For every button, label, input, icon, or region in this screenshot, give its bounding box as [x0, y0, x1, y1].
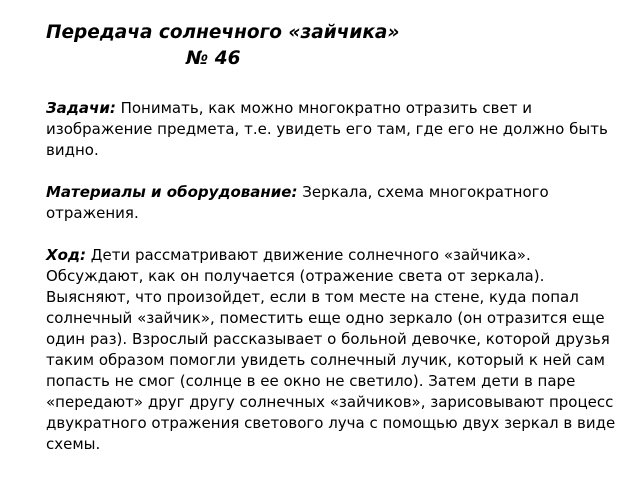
- tasks-label: Задачи:: [46, 99, 116, 117]
- procedure-label: Ход:: [46, 246, 86, 264]
- tasks-text: Понимать, как можно многократно отразить свет и изображение предмета, т.е. увидеть его там, где его не должно быть видно.: [46, 99, 608, 159]
- materials-text: Зеркала, схема многократного отражения.: [46, 183, 549, 222]
- materials-paragraph: [46, 182, 630, 224]
- spacer: [46, 224, 630, 245]
- materials-label: Материалы и оборудование:: [46, 183, 298, 201]
- document-page: [46, 20, 630, 455]
- spacer: [46, 161, 630, 182]
- tasks-paragraph: [46, 98, 630, 161]
- procedure-paragraph: [46, 245, 630, 455]
- spacer: [46, 72, 630, 98]
- page-title: [46, 20, 630, 72]
- title-number: № 46: [186, 48, 241, 69]
- title-line-main: Передача солнечного «зайчика»: [46, 22, 400, 43]
- procedure-text: Дети рассматривают движение солнечного «зайчика». Обсуждают, как он получается (отражение света от зеркала). Выясняют, что произойдет, если в том месте на стене, куда попал солнечный «зайчик», поместить еще одно зеркало (он отразится еще один раз). Взрослый рассказывает о больной девочке, которой друзья таким образом помогли увидеть солнечный лучик, который к ней сам попасть не смог (солнце в ее окно не светило). Затем дети в паре «передают» друг другу солнечных «зайчиков», зарисовывают процесс двукратного отражения светового луча с помощью двух зеркал в виде схемы.: [46, 246, 616, 453]
